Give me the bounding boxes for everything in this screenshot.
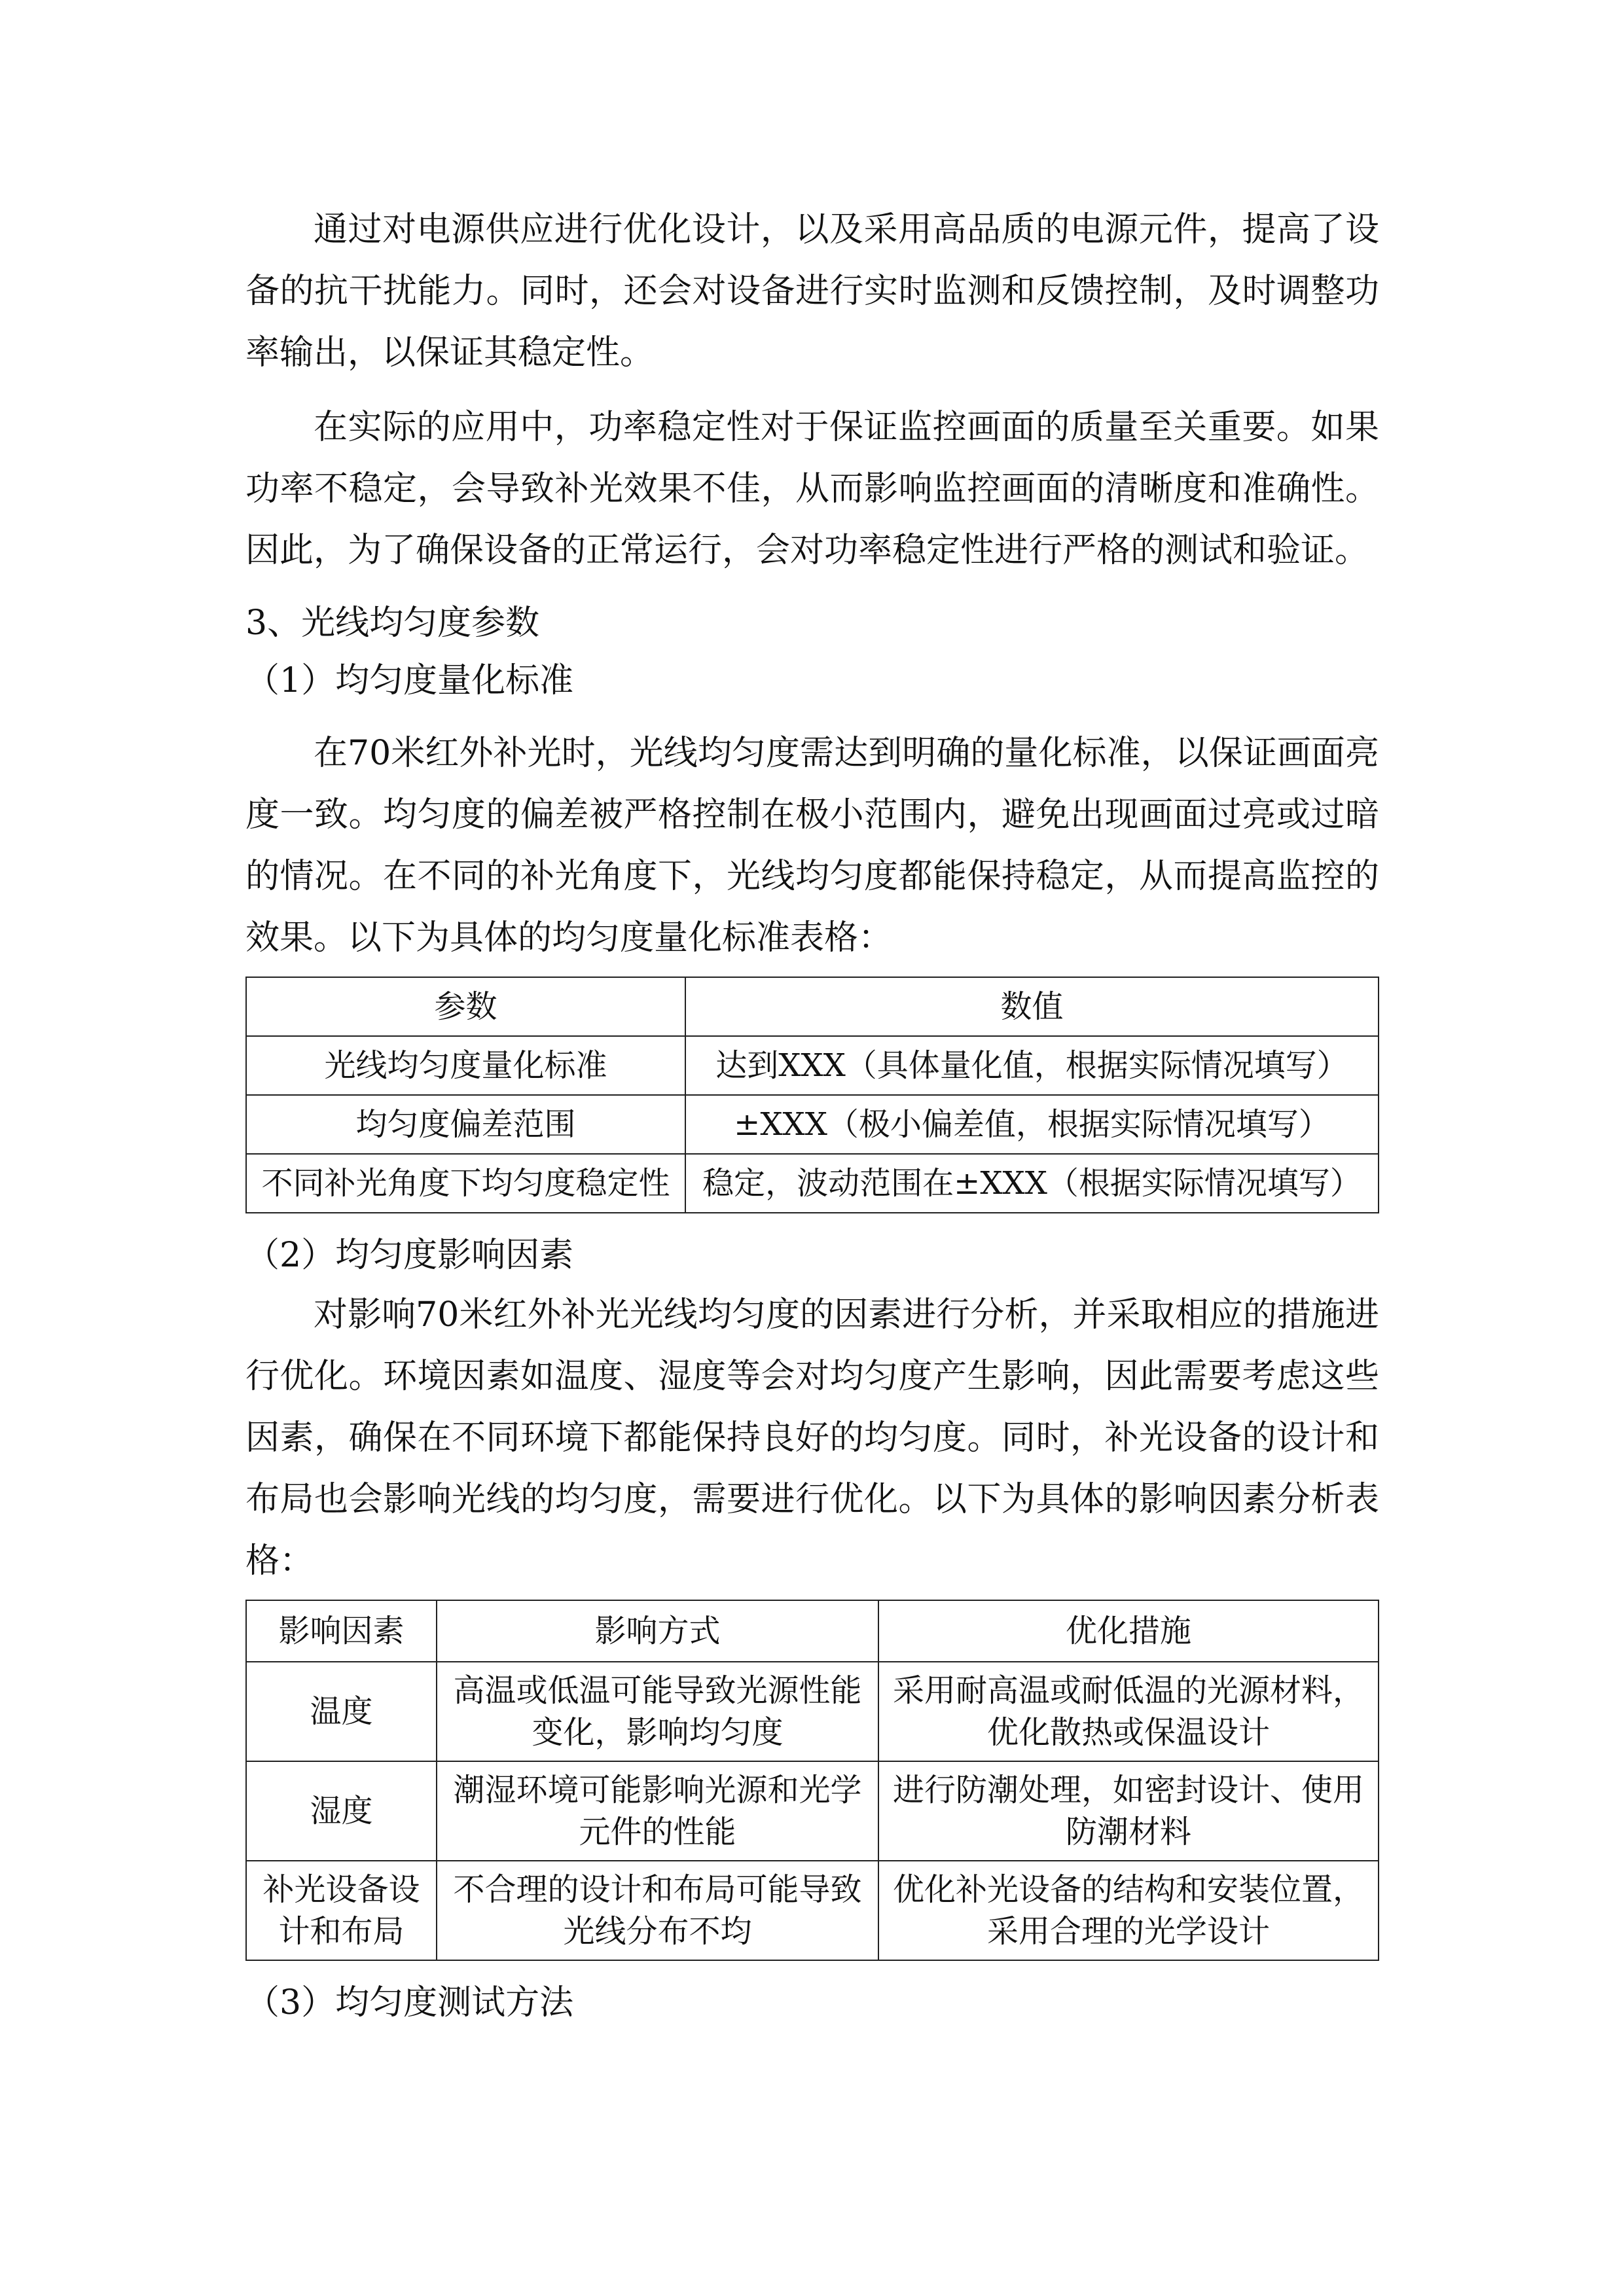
paragraph-uniformity-standard: 在70米红外补光时，光线均匀度需达到明确的量化标准，以保证画面亮度一致。均匀度的偏差被严格控制在极小范围内，避免出现画面过亮或过暗的情况。在不同的补光角度下，光线均匀度都能保持稳定，从而提高监控的效果。以下为具体的均匀度量化标准表格： — [245, 734, 1379, 958]
table-cell: 稳定，波动范围在±XXX（根据实际情况填写） — [685, 1154, 1379, 1213]
table-header-row — [246, 1600, 1379, 1662]
subsection-heading-2: （2）均匀度影响因素 — [245, 1236, 574, 1275]
table-header: 数值 — [685, 977, 1379, 1036]
table-cell: 均匀度偏差范围 — [246, 1095, 685, 1154]
section-heading: 3、光线均匀度参数 — [245, 603, 540, 643]
table-row — [246, 1861, 1379, 1960]
table-cell: 湿度 — [246, 1761, 437, 1861]
table-cell: 优化补光设备的结构和安装位置，采用合理的光学设计 — [878, 1861, 1379, 1960]
paragraph-power-design: 通过对电源供应进行优化设计，以及采用高品质的电源元件，提高了设备的抗干扰能力。同时，还会对设备进行实时监测和反馈控制，及时调整功率输出，以保证其稳定性。 — [245, 210, 1379, 372]
document-page — [245, 199, 1379, 2032]
table-row — [246, 1154, 1379, 1213]
uniformity-standard-table — [245, 977, 1379, 1213]
table-header: 优化措施 — [878, 1600, 1379, 1662]
paragraph-influence-factors: 对影响70米红外补光光线均匀度的因素进行分析，并采取相应的措施进行优化。环境因素如温度、湿度等会对均匀度产生影响，因此需要考虑这些因素，确保在不同环境下都能保持良好的均匀度。同时，补光设备的设计和布局也会影响光线的均匀度，需要进行优化。以下为具体的影响因素分析表格： — [245, 1295, 1379, 1581]
table-header: 参数 — [246, 977, 685, 1036]
table-cell: 进行防潮处理，如密封设计、使用防潮材料 — [878, 1761, 1379, 1861]
table-cell: 达到XXX（具体量化值，根据实际情况填写） — [685, 1036, 1379, 1095]
table-header-row — [246, 977, 1379, 1036]
table-row — [246, 1095, 1379, 1154]
subsection-heading-3: （3）均匀度测试方法 — [245, 1983, 574, 2022]
table-header: 影响方式 — [437, 1600, 878, 1662]
table-cell: 采用耐高温或耐低温的光源材料，优化散热或保温设计 — [878, 1662, 1379, 1761]
table-header: 影响因素 — [246, 1600, 437, 1662]
table-row — [246, 1761, 1379, 1861]
table-cell: 不合理的设计和布局可能导致光线分布不均 — [437, 1861, 878, 1960]
paragraph-power-stability: 在实际的应用中，功率稳定性对于保证监控画面的质量至关重要。如果功率不稳定，会导致补光效果不佳，从而影响监控画面的清晰度和准确性。因此，为了确保设备的正常运行，会对功率稳定性进行严格的测试和验证。 — [245, 408, 1379, 570]
influence-factors-table — [245, 1600, 1379, 1961]
table-cell: 补光设备设计和布局 — [246, 1861, 437, 1960]
table-cell: 温度 — [246, 1662, 437, 1761]
table-cell: 潮湿环境可能影响光源和光学元件的性能 — [437, 1761, 878, 1861]
table-cell: 不同补光角度下均匀度稳定性 — [246, 1154, 685, 1213]
table-cell: 光线均匀度量化标准 — [246, 1036, 685, 1095]
table-cell: 高温或低温可能导致光源性能变化，影响均匀度 — [437, 1662, 878, 1761]
subsection-heading-1: （1）均匀度量化标准 — [245, 661, 574, 700]
table-row — [246, 1036, 1379, 1095]
table-row — [246, 1662, 1379, 1761]
table-cell: ±XXX（极小偏差值，根据实际情况填写） — [685, 1095, 1379, 1154]
